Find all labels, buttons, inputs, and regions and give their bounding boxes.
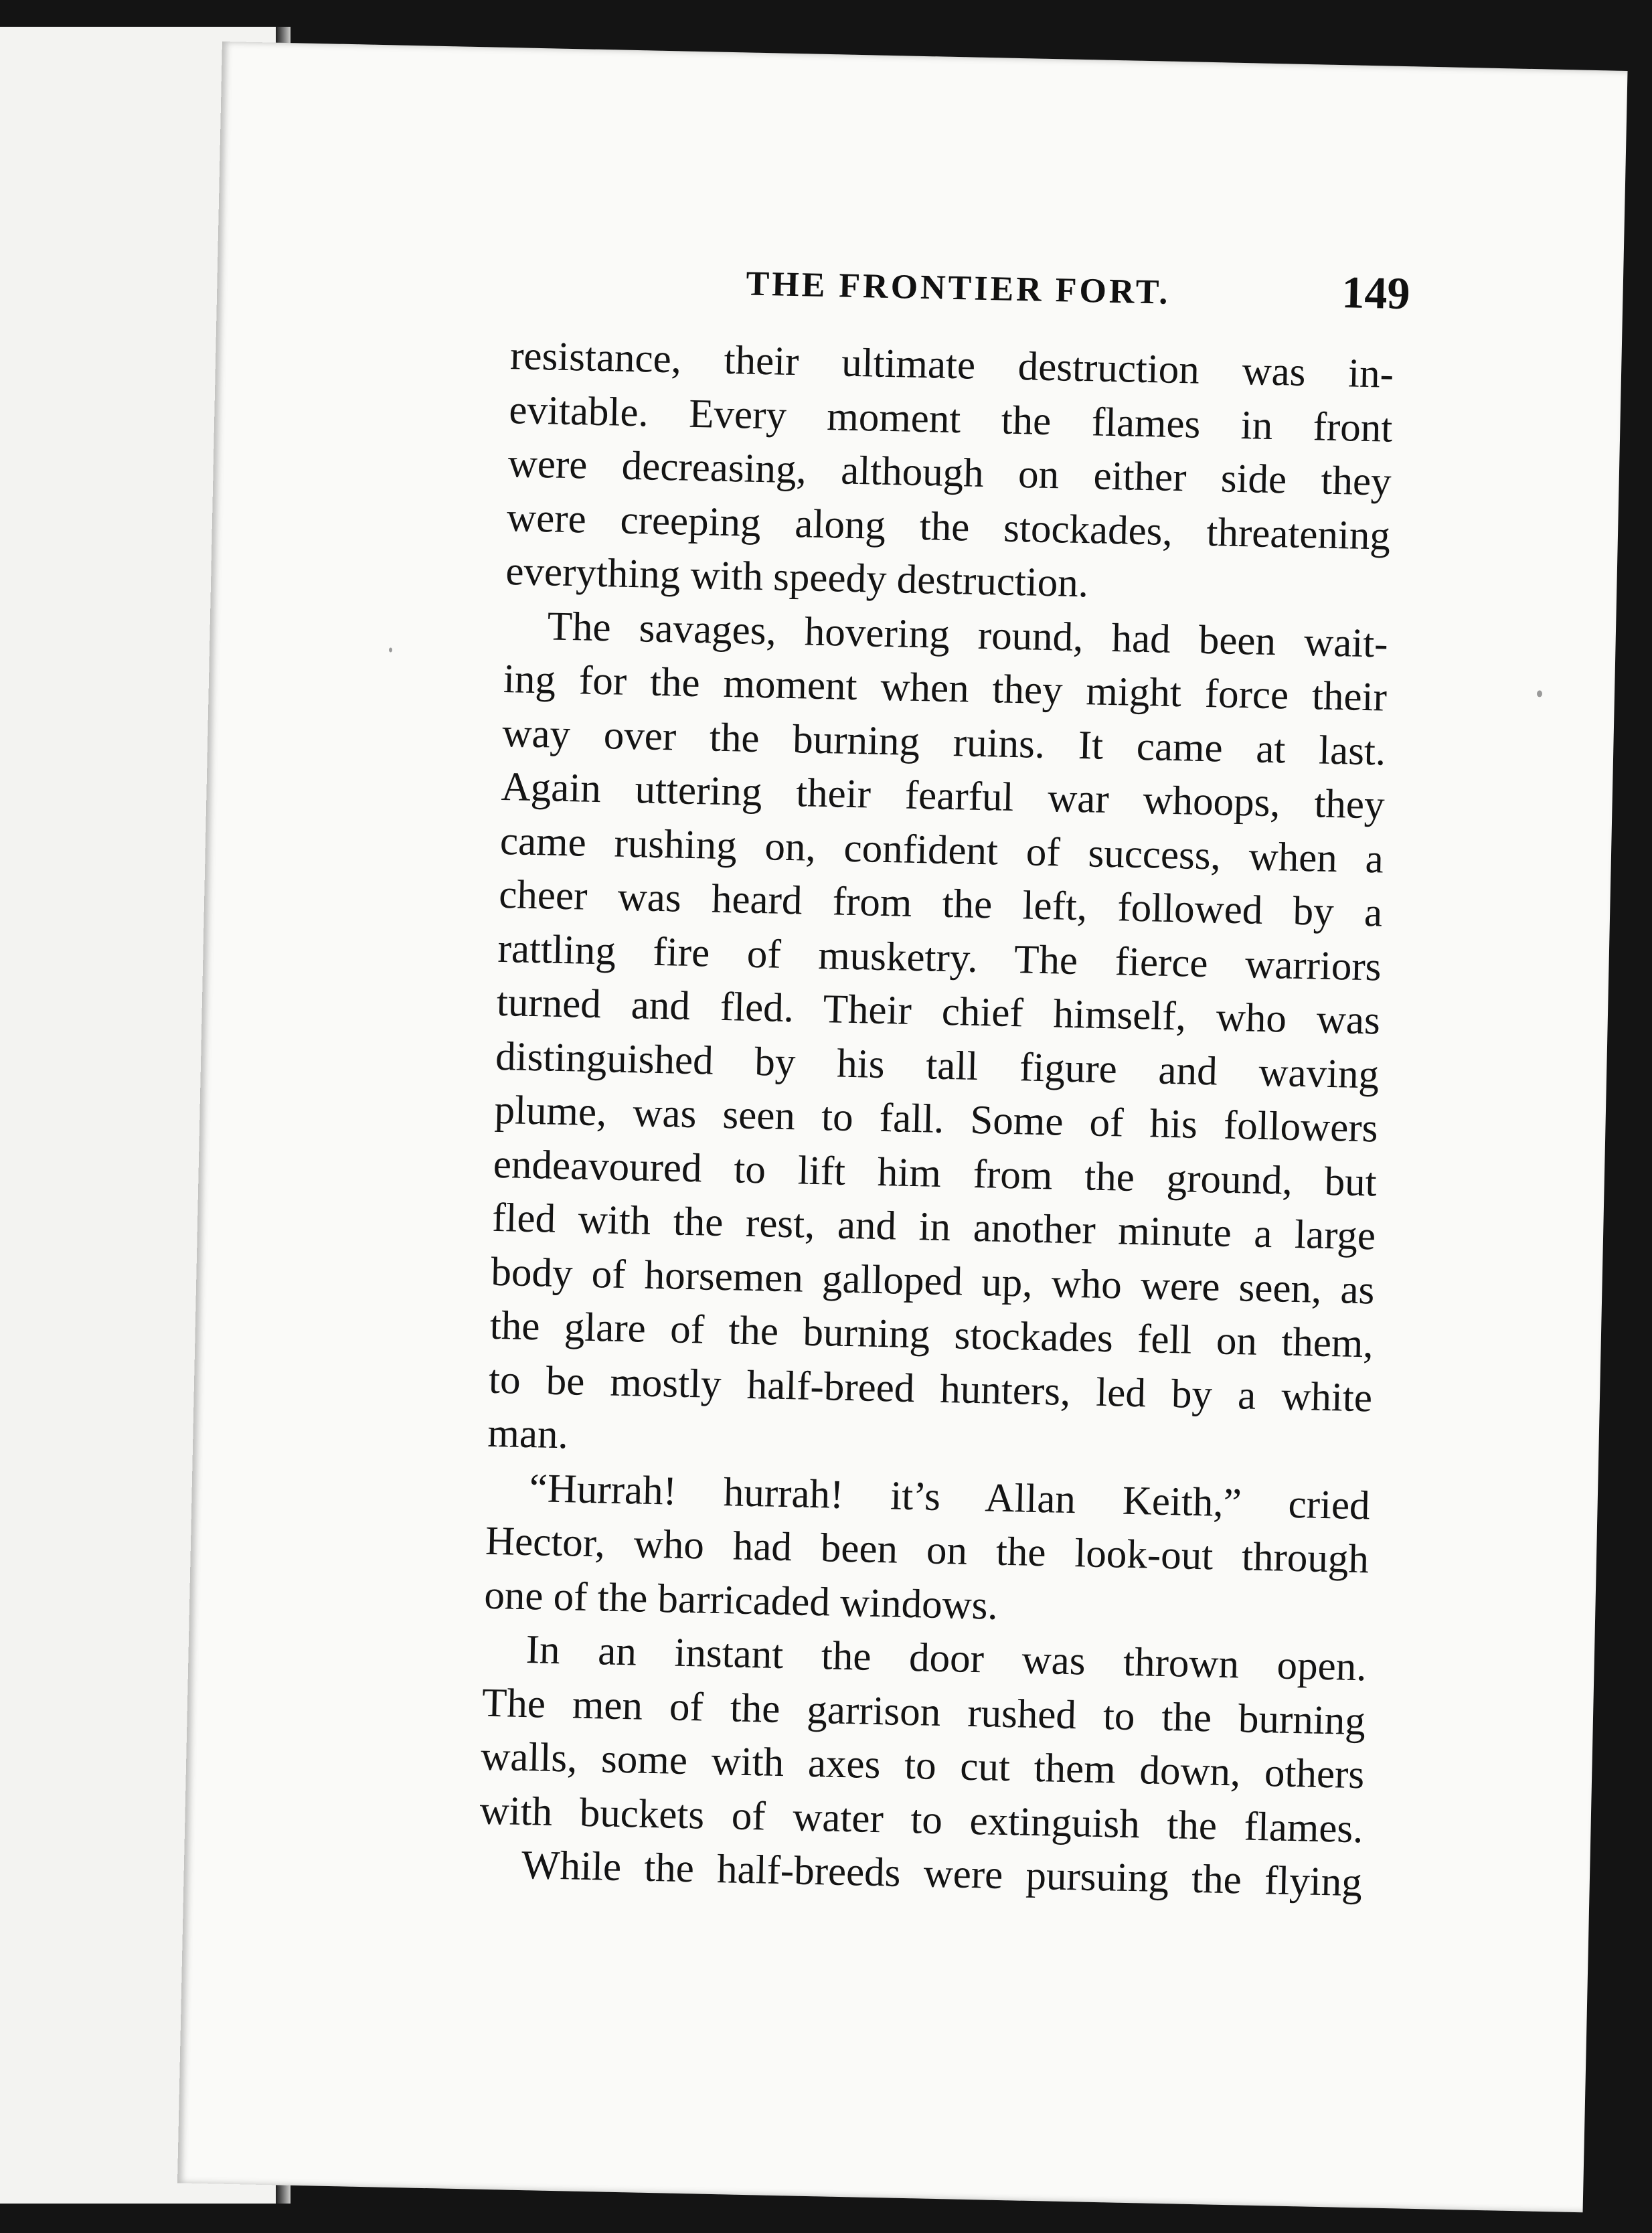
text-line: Hector, who had been on the look-out through bbox=[485, 1518, 1370, 1582]
text-line: plume, was seen to fall. Some of his followers bbox=[493, 1087, 1379, 1151]
text-line: everything with speedy destruction. bbox=[505, 549, 1089, 606]
text-line: cheer was heard from the left, followed by a bbox=[498, 872, 1383, 936]
text-line: body of horsemen galloped up, who were seen, as bbox=[490, 1249, 1376, 1313]
text-line: In an instant the door was thrown open. bbox=[525, 1627, 1368, 1690]
text-line: Again uttering their fearful war whoops, they bbox=[501, 764, 1386, 828]
text-line: one of the barricaded windows. bbox=[483, 1572, 999, 1629]
text-line: endeavoured to lift him from the ground, but bbox=[493, 1141, 1378, 1205]
text-line: ing for the moment when they might force their bbox=[503, 657, 1388, 720]
text-line: the glare of the burning stockades fell on them, bbox=[489, 1303, 1374, 1367]
text-line: were creeping along the stockades, threatening bbox=[506, 495, 1391, 559]
text-line: way over the burning ruins. It came at last. bbox=[501, 710, 1386, 774]
text-line: to be mostly half-breed hunters, led by a white bbox=[488, 1357, 1373, 1420]
text-line: The savages, hovering round, had been wait- bbox=[547, 603, 1389, 667]
running-head: THE FRONTIER FORT. bbox=[745, 264, 1171, 312]
text-line: with buckets of water to extinguish the flames. bbox=[479, 1788, 1364, 1851]
right-page bbox=[177, 42, 1628, 2212]
paper-speck bbox=[389, 647, 392, 652]
text-line: The men of the garrison rushed to the burning bbox=[481, 1680, 1366, 1744]
text-line: fled with the rest, and in another minute a large bbox=[491, 1195, 1376, 1259]
paper-speck bbox=[1537, 690, 1542, 697]
text-line: were decreasing, although on either side they bbox=[507, 441, 1392, 505]
text-line: rattling fire of musketry. The fierce warriors bbox=[497, 926, 1382, 990]
text-line: resistance, their ultimate destruction was in- bbox=[509, 333, 1394, 397]
text-line: came rushing on, confident of success, when a bbox=[499, 818, 1384, 882]
text-line: distinguished by his tall figure and waving bbox=[495, 1033, 1380, 1098]
text-line: “Hurrah! hurrah! it’s Allan Keith,” cried bbox=[529, 1465, 1371, 1528]
text-line: evitable. Every moment the flames in front bbox=[508, 387, 1393, 451]
text-line: walls, some with axes to cut them down, others bbox=[480, 1734, 1365, 1798]
text-line: turned and fled. Their chief himself, who was bbox=[496, 979, 1381, 1044]
text-line: man. bbox=[487, 1410, 569, 1458]
page-number: 149 bbox=[1341, 266, 1411, 319]
text-line: While the half-breeds were pursuing the flying bbox=[521, 1842, 1363, 1906]
